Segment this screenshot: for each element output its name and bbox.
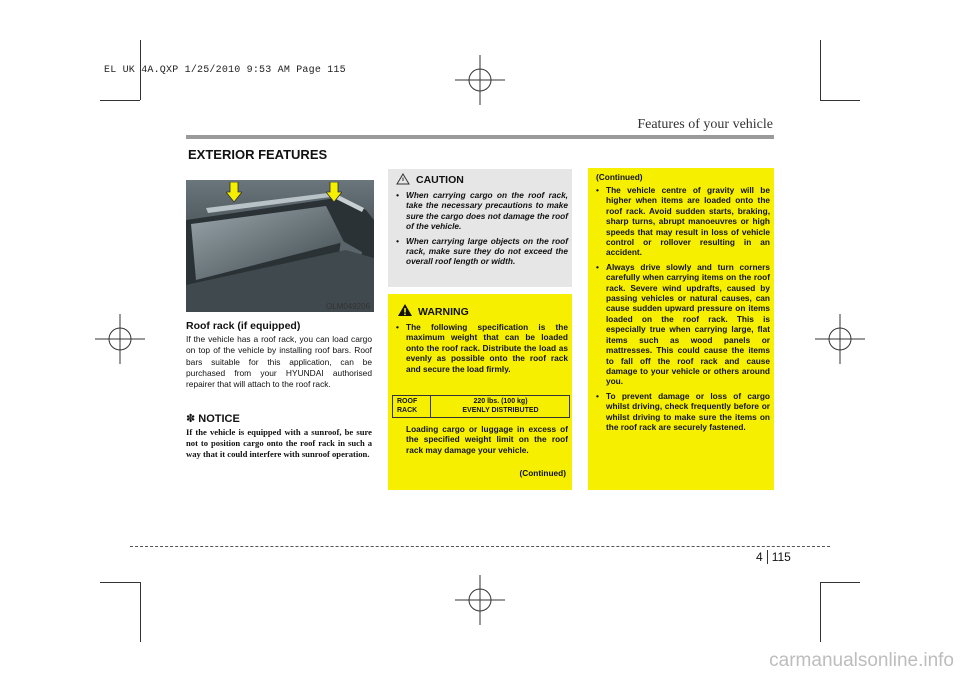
caution-title: CAUTION — [416, 174, 464, 186]
footer-rule — [130, 546, 830, 547]
warning-item: • The following specification is the maximum weight that can be loaded onto the roof rack. Distribute the load as evenly as possible onto the roof rack and secure the load firmly. — [396, 322, 568, 374]
warning-box — [388, 294, 572, 490]
caution-box — [388, 169, 572, 287]
warning-title: WARNING — [418, 306, 469, 318]
warning-triangle-icon — [397, 303, 413, 317]
spec-table — [392, 395, 570, 418]
continued-label: (Continued) — [519, 468, 566, 478]
page-number — [756, 550, 791, 564]
caution-item: • When carrying large objects on the roof rack, make sure they do not exceed the overall roof length or width. — [396, 235, 568, 267]
continued-item: • Always drive slowly and turn corners carefully when carrying items on the roof rack. Severe wind updrafts, caused by passing vehicles or natural causes, can cause sudden upward pressure on items loaded on the roof rack. This is especially true when carrying large, flat items such as wood panels or mattresses. This could cause the items to fall off the roof rack and cause damage to your vehicle or others around you. — [596, 261, 770, 387]
warning-after-text: Loading cargo or luggage in excess of the specified weight limit on the roof rack may damage your vehicle. — [406, 424, 568, 455]
continued-item: • To prevent damage or loss of cargo whilst driving, check frequently before or whilst driving to make sure the items on the roof rack are securely fastened. — [596, 390, 770, 432]
spec-value: 220 lbs. (100 kg) — [473, 398, 528, 405]
running-header: Features of your vehicle — [637, 117, 773, 132]
continued-warning-box — [588, 168, 774, 490]
arrow-down-icon — [226, 182, 242, 204]
warning-triangle-icon — [396, 173, 410, 185]
arrow-down-icon — [326, 182, 342, 204]
notice-body: If the vehicle is equipped with a sunroof, be sure not to position cargo onto the roof rack in such a way that it could interfere with sunroof operation. — [186, 427, 372, 459]
continued-heading: (Continued) — [596, 172, 643, 182]
section-title: EXTERIOR FEATURES — [188, 147, 328, 162]
caution-item: • When carrying cargo on the roof rack, take the necessary precautions to make sure the cargo does not damage the roof of the vehicle. — [396, 190, 568, 232]
continued-item: • The vehicle centre of gravity will be higher when items are loaded onto the roof rack. Avoid sudden starts, braking, sharp turns, abrupt manoeuvres or high speeds that may result in loss of vehicle control or rollover resulting in an accident. — [596, 185, 770, 258]
figure-code: OLM049206 — [326, 302, 371, 311]
roof-rack-body: If the vehicle has a roof rack, you can load cargo on top of the vehicle by installing roof bars. Roof bars suitable for this application, can be purchased from your HYUNDAI authorised repairer that will attach to the roof rack. — [186, 334, 372, 390]
notice-heading: ✽ NOTICE — [186, 413, 240, 425]
chapter-number: 4 — [756, 550, 768, 564]
spec-label: RACK — [397, 407, 418, 414]
roof-rack-heading: Roof rack (if equipped) — [186, 320, 301, 332]
watermark: carmanualsonline.info — [769, 650, 954, 671]
roof-rack-photo — [186, 180, 374, 312]
page-number-value: 115 — [771, 550, 791, 564]
print-slug: EL UK 4A.QXP 1/25/2010 9:53 AM Page 115 — [104, 65, 346, 76]
header-rule — [186, 135, 774, 139]
spec-label: ROOF — [397, 398, 418, 405]
spec-value: EVENLY DISTRIBUTED — [462, 407, 539, 414]
